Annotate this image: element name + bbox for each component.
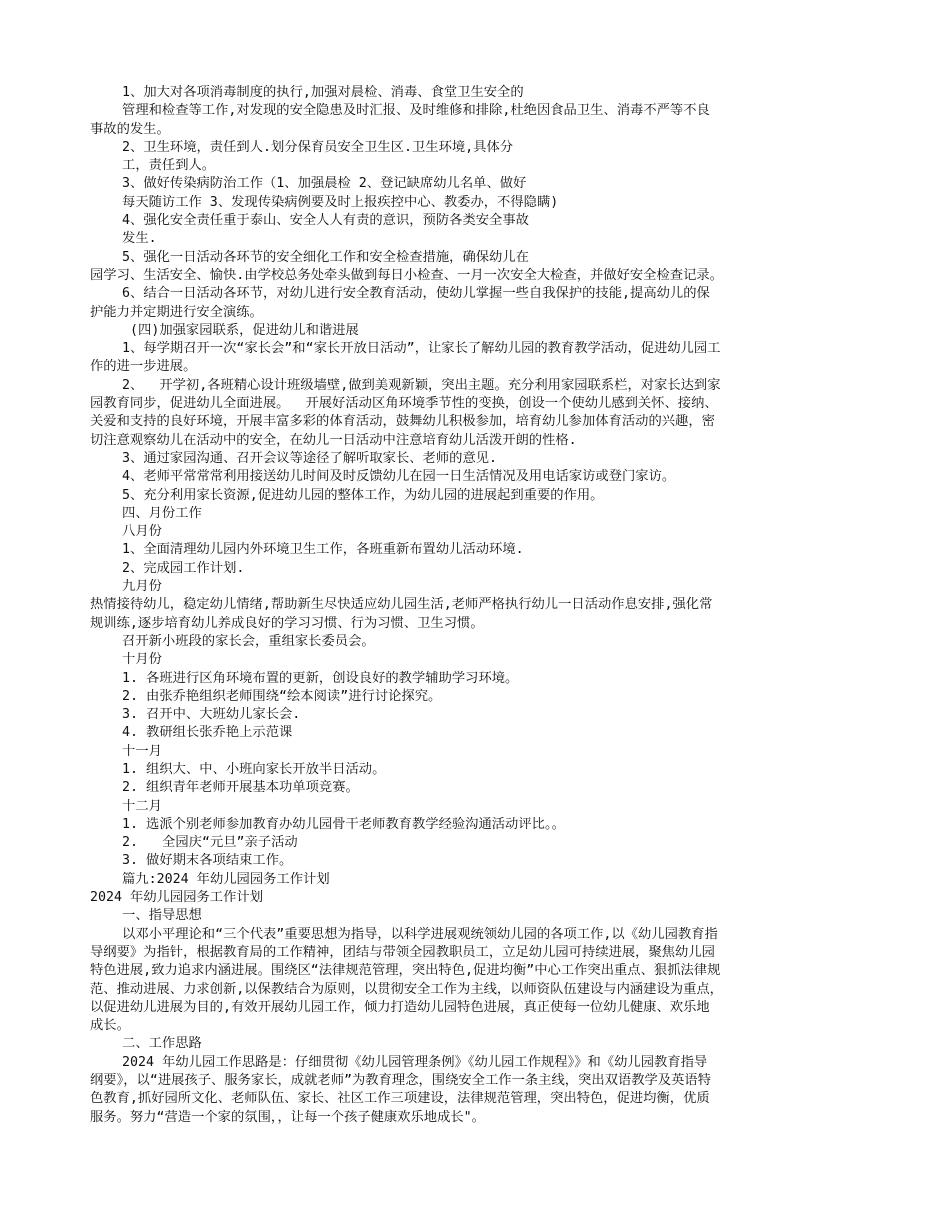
- text-line: 4. 教研组长张乔艳上示范课: [90, 725, 293, 741]
- text-line: 作的进一步进展。: [90, 359, 197, 375]
- text-line: 3、做好传染病防治工作（1、加强晨检 2、登记缺席幼儿名单、做好: [90, 176, 527, 192]
- text-line: 4、老师平常常常利用接送幼儿时间及时反馈幼儿在园一日生活情况及用电话家访或登门家访。: [90, 469, 676, 485]
- text-line: 1. 组织大、中、小班向家长开放半日活动。: [90, 761, 386, 777]
- text-line: 纲要》，以“进展孩子、服务家长，成就老师”为教育理念，围绕安全工作一条主线，突出双语教学及英语特: [90, 1073, 712, 1089]
- text-line: 每天随访工作 3、发现传染病例要及时上报疾控中心、教委办，不得隐瞒): [90, 194, 559, 210]
- text-line: 护能力并定期进行安全演练。: [90, 304, 263, 320]
- text-line: 十二月: [90, 798, 162, 814]
- text-line: 服务。努力“营造一个家的氛围，，让每一个孩子健康欢乐地成长"。: [90, 1109, 485, 1125]
- text-line: 色教育,抓好园所文化、老师队伍、家长、社区工作三项建设，法律规范管理，突出特色，促进均衡，优质: [90, 1091, 710, 1107]
- text-line: 特色进展,致力追求内涵进展。围绕区“法律规范管理，突出特色,促进均衡”中心工作突出重点、狠抓法律规: [90, 963, 721, 979]
- text-line: 3、通过家园沟通、召开会议等途径了解听取家长、老师的意见.: [90, 450, 498, 466]
- text-line: 热情接待幼儿，稳定幼儿情绪,帮助新生尽快适应幼儿园生活,老师严格执行幼儿一日活动作息安排,强化常: [90, 597, 713, 613]
- text-line: 工，责任到人。: [90, 158, 216, 174]
- text-line: 规训练,逐步培育幼儿养成良好的学习习惯、行为习惯、卫生习惯。: [90, 615, 484, 631]
- text-line: 一、指导思想: [90, 908, 202, 924]
- text-line: 1、全面清理幼儿园内外环境卫生工作，各班重新布置幼儿活动环境.: [90, 542, 524, 558]
- document-body: [90, 84, 860, 1127]
- text-line: 成长。: [90, 1018, 130, 1034]
- text-line: 十月份: [90, 652, 162, 668]
- text-line: (四)加强家园联系，促进幼儿和谐进展: [90, 322, 359, 338]
- text-line: 导纲要》为指针，根据教育局的工作精神，团结与带领全园教职员工，立足幼儿园可持续进展，聚焦幼儿园: [90, 944, 715, 960]
- text-line: 园学习、生活安全、愉快.由学校总务处牵头做到每日小检查、一月一次安全大检查，并做好安全检查记录。: [90, 267, 723, 283]
- text-line: 5、充分利用家长资源,促进幼儿园的整体工作，为幼儿园的进展起到重要的作用。: [90, 487, 604, 503]
- text-line: 2. 组织青年老师开展基本功单项竞赛。: [90, 780, 359, 796]
- text-line: 3. 召开中、大班幼儿家长会.: [90, 707, 301, 723]
- text-line: 范、推动进展、力求创新,以保教结合为原则，以贯彻安全工作为主线，以师资队伍建设与内涵建设为重点，: [90, 981, 723, 997]
- text-line: 2024 年幼儿园工作思路是：仔细贯彻《幼儿园管理条例》《幼儿园工作规程》》和《幼儿园教育指导: [90, 1054, 708, 1070]
- text-line: 四、月份工作: [90, 505, 202, 521]
- text-line: 2. 全园庆“元旦”亲子活动: [90, 835, 298, 851]
- text-line: 6、结合一日活动各环节，对幼儿进行安全教育活动，使幼儿掌握一些自我保护的技能,提高幼儿的保: [90, 286, 710, 302]
- text-line: 八月份: [90, 524, 162, 540]
- text-line: 5、强化一日活动各环节的安全细化工作和安全检查措施，确保幼儿在: [90, 249, 529, 265]
- text-line: 切注意观察幼儿在活动中的安全，在幼儿一日活动中注意培育幼儿活泼开朗的性格.: [90, 432, 577, 448]
- text-line: 管理和检查等工作,对发现的安全隐患及时汇报、及时维修和排除,杜绝因食品卫生、消毒不严等不良: [90, 103, 710, 119]
- text-line: 九月份: [90, 579, 162, 595]
- text-line: 发生.: [90, 231, 157, 247]
- text-line: 2、卫生环境，责任到人.划分保育员安全卫生区.卫生环境,具体分: [90, 139, 514, 155]
- text-line: 2、 开学初,各班精心设计班级墙壁,做到美观新颖，突出主题。充分利用家园联系栏，对家长达到家: [90, 377, 721, 393]
- text-line: 关爱和支持的良好环境，开展丰富多彩的体育活动，鼓舞幼儿积极参加，培育幼儿参加体育活动的兴趣，密: [90, 414, 715, 430]
- text-line: 2. 由张乔艳组织老师围绕“绘本阅读”进行讨论探究。: [90, 688, 442, 704]
- text-line: 3. 做好期末各项结束工作。: [90, 853, 293, 869]
- text-line: 4、强化安全责任重于泰山、安全人人有责的意识，预防各类安全事故: [90, 213, 529, 229]
- text-line: 以邓小平理论和“三个代表”重要思想为指导，以科学进展观统领幼儿园的各项工作,以《幼儿园教育指: [90, 926, 718, 942]
- text-line: 篇九:2024 年幼儿园园务工作计划: [90, 871, 330, 887]
- text-line: 十一月: [90, 743, 162, 759]
- text-line: 1、加大对各项消毒制度的执行,加强对晨检、消毒、食堂卫生安全的: [90, 85, 524, 100]
- text-line: 以促进幼儿进展为目的,有效开展幼儿园工作，倾力打造幼儿园特色进展，真正使每一位幼儿健康、欢乐地: [90, 999, 710, 1015]
- text-line: 1、每学期召开一次“家长会”和“家长开放日活动”，让家长了解幼儿园的教育教学活动，促进幼儿园工: [90, 341, 721, 357]
- text-line: 二、工作思路: [90, 1036, 202, 1052]
- text-line: 园教育同步，促进幼儿全面进展。 开展好活动区角环境季节性的变换，创设一个使幼儿感到关怀、接纳、: [90, 396, 718, 412]
- text-line: 事故的发生。: [90, 121, 170, 137]
- text-line: 2、完成园工作计划.: [90, 560, 245, 576]
- text-line: 2024 年幼儿园园务工作计划: [90, 890, 263, 906]
- text-line: 1. 选派个别老师参加教育办幼儿园骨干老师教育教学经验沟通活动评比。。: [90, 816, 565, 832]
- text-line: 1. 各班进行区角环境布置的更新，创设良好的教学辅助学习环境。: [90, 670, 519, 686]
- text-line: 召开新小班段的家长会，重组家长委员会。: [90, 633, 375, 649]
